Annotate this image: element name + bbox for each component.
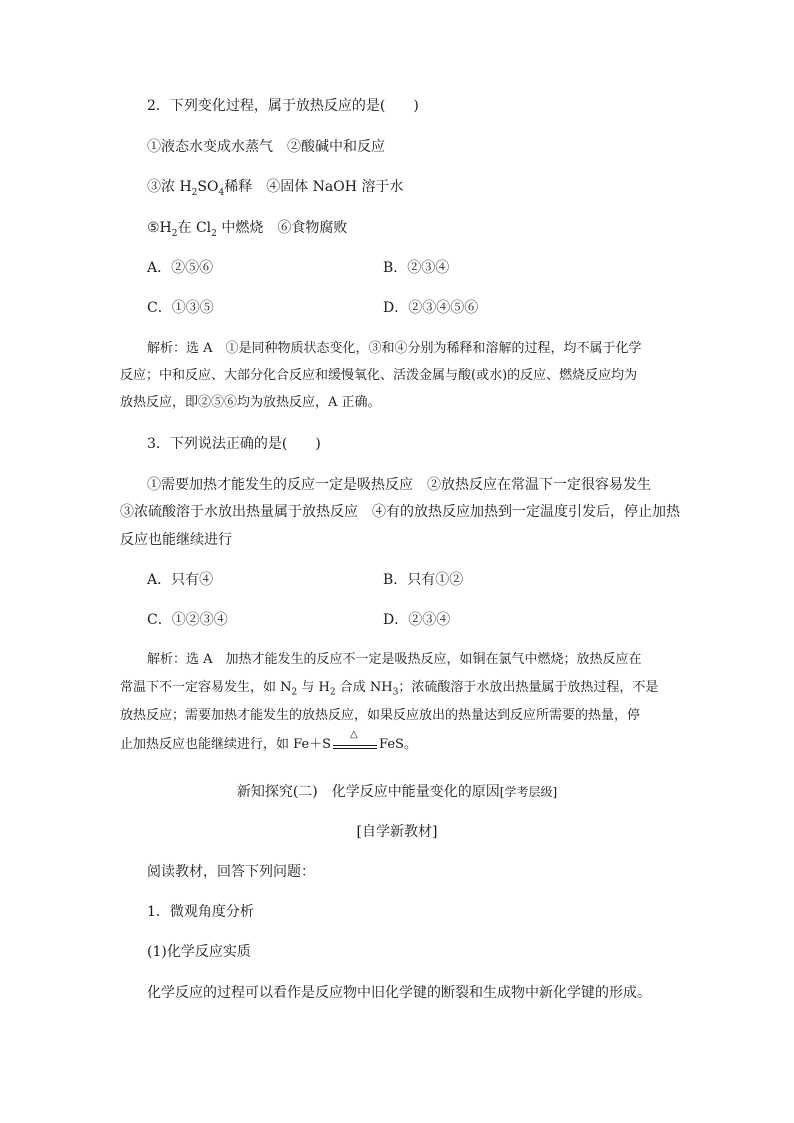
subscript: 4 [218, 187, 225, 198]
q3-analysis-line-3: 放热反应；需要加热才能发生的放热反应，如果反应放出的热量达到反应所需要的热量，停 [120, 708, 641, 723]
text: 止加热反应也能继续进行，如 Fe＋S [120, 737, 332, 752]
heat-symbol: △ [350, 728, 358, 740]
heating-equals-sign [333, 728, 377, 752]
q3-analysis-line-2 [120, 679, 658, 702]
subscript: 2 [329, 687, 336, 698]
text: ③浓 H [147, 179, 192, 195]
text: ⑤H [147, 220, 172, 236]
section-subtitle: [自学新教材] [356, 824, 438, 840]
q2-analysis-line-1: 解析：选 A ①是同种物质状态变化，③和④分别为稀释和溶解的过程，均不属于化学 [147, 341, 642, 356]
q3-option-b: B．只有①② [383, 572, 464, 588]
section-title [0, 782, 794, 802]
q2-analysis-line-3: 放热反应，即②⑤⑥均为放热反应，A 正确。 [120, 395, 381, 410]
heading-reaction-essence: (1)化学反应实质 [147, 944, 251, 960]
q3-option-a: A．只有④ [147, 572, 214, 588]
q2-stem: 2．下列变化过程，属于放热反应的是( ) [147, 98, 419, 114]
text: FeS。 [379, 737, 417, 752]
text: 中燃烧 ⑥食物腐败 [216, 220, 348, 236]
text: 在 Cl [177, 220, 212, 236]
section-title-text: 新知探究(二) 化学反应中能量变化的原因 [236, 784, 500, 800]
subscript: 2 [191, 187, 198, 198]
text: 稀释 ④固体 NaOH 溶于水 [224, 179, 404, 195]
q2-items-line-2 [147, 177, 403, 203]
q3-body-line-1: ①需要加热才能发生的反应一定是吸热反应 ②放热反应在常温下一定很容易发生 [147, 477, 651, 493]
q2-option-c: C．①③⑤ [147, 300, 214, 316]
q2-analysis-line-2: 反应；中和反应、大部分化合反应和缓慢氧化、活泼金属与酸(或水)的反应、燃烧反应均为 [120, 368, 638, 383]
text: ；浓硫酸溶于水放出热量属于放热过程，不是 [398, 680, 659, 695]
q2-items-line-1: ①液态水变成水蒸气 ②酸碱中和反应 [147, 139, 385, 155]
section-text: 化学反应的过程可以看作是反应物中旧化学键的断裂和生成物中新化学键的形成。 [147, 985, 651, 1001]
q2-option-a: A．②⑤⑥ [147, 260, 214, 276]
q3-option-d: D．②③④ [383, 612, 451, 628]
subscript: 3 [392, 687, 399, 698]
text: 常温下不一定容易发生，如 N [120, 680, 292, 695]
q2-option-b: B．②③④ [383, 260, 450, 276]
q2-option-d: D．②③④⑤⑥ [383, 300, 479, 316]
q3-stem: 3．下列说法正确的是( ) [147, 436, 321, 452]
subscript: 2 [171, 228, 178, 239]
text: SO [197, 179, 219, 195]
q3-body-line-2: ③浓硫酸溶于水放出热量属于放热反应 ④有的放热反应加热到一定温度引发后，停止加热 [120, 504, 680, 520]
q3-option-c: C．①②③④ [147, 612, 228, 628]
section-intro: 阅读教材，回答下列问题： [147, 864, 315, 880]
section-level-note: [学考层级] [499, 785, 558, 799]
text: 与 H [297, 680, 330, 695]
q3-analysis-line-1: 解析：选 A 加热才能发生的反应不一定是吸热反应，如铜在氯气中燃烧；放热反应在 [147, 652, 642, 667]
heading-micro-analysis: 1．微观角度分析 [147, 904, 254, 920]
subscript: 2 [211, 228, 217, 239]
q2-items-line-3 [147, 218, 347, 244]
q3-body-line-3: 反应也能继续进行 [120, 532, 232, 548]
text: 合成 NH [335, 680, 393, 695]
subscript: 2 [291, 687, 298, 698]
q3-analysis-line-4 [120, 728, 417, 754]
